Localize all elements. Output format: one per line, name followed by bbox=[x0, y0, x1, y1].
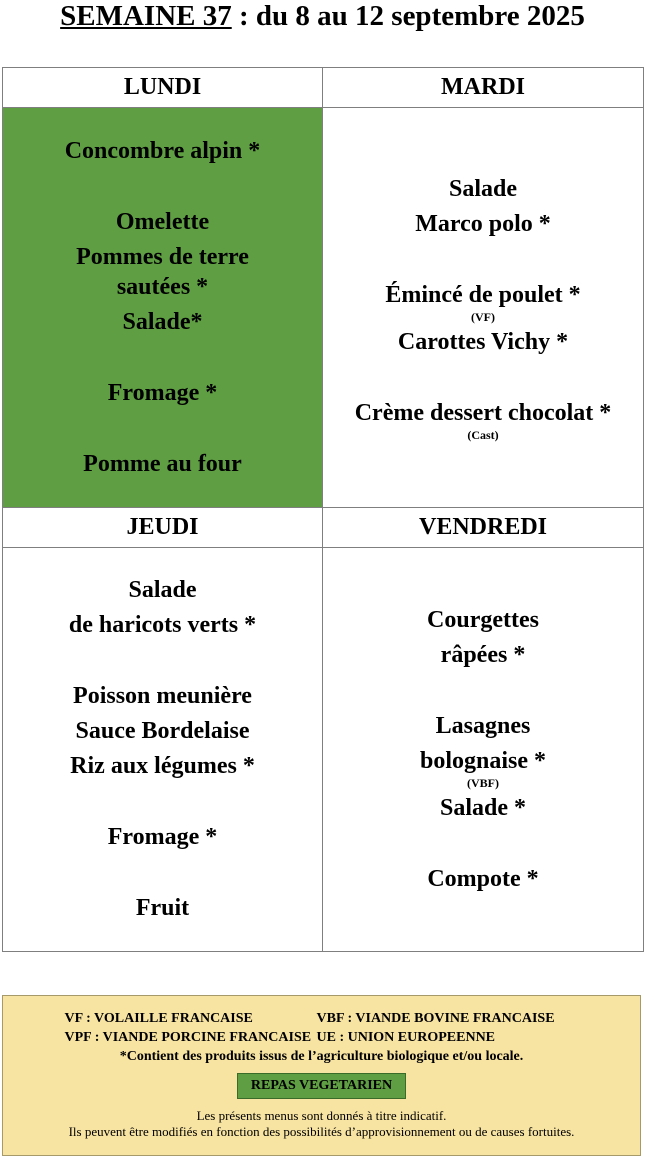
page-title bbox=[0, 0, 645, 32]
origin-label: (VF) bbox=[471, 310, 495, 324]
menu-item: Marco polo * bbox=[415, 211, 551, 237]
week-number: SEMAINE 37 bbox=[60, 0, 232, 32]
menu-item: Sauce Bordelaise bbox=[75, 718, 250, 744]
menu-item: Émincé de poulet * bbox=[385, 282, 581, 308]
menu-monday bbox=[3, 108, 323, 508]
menu-item: Poisson meunière bbox=[73, 683, 252, 709]
menu-item: râpées * bbox=[440, 641, 526, 668]
menu-thursday bbox=[3, 548, 323, 952]
legend-vf: VF : VOLAILLE FRANCAISE bbox=[64, 1011, 253, 1026]
menu-friday bbox=[323, 548, 644, 952]
menu-item: Lasagnes bbox=[435, 712, 531, 739]
menu-item: Salade * bbox=[439, 794, 526, 821]
menu-item: Salade bbox=[128, 577, 197, 603]
menu-item: Fruit bbox=[135, 895, 190, 921]
disclaimer-line-2: Ils peuvent être modifiés en fonction des possibilités d’approvisionnement ou de causes fortuites. bbox=[68, 1124, 575, 1139]
legend-row-2 bbox=[3, 1028, 640, 1047]
menu-item: Concombre alpin * bbox=[64, 137, 261, 164]
weekly-menu-table bbox=[2, 67, 644, 952]
legend-box bbox=[2, 995, 641, 1156]
origin-label: (Cast) bbox=[467, 428, 499, 442]
menu-item: Salade* bbox=[122, 308, 203, 335]
legend-row-1 bbox=[3, 1009, 640, 1028]
day-header-thursday: JEUDI bbox=[3, 508, 323, 548]
legend-ue: UE : UNION EUROPEENNE bbox=[316, 1030, 496, 1045]
week-dates: : du 8 au 12 septembre 2025 bbox=[231, 0, 585, 32]
day-header-tuesday: MARDI bbox=[323, 68, 644, 108]
menu-item: Fromage * bbox=[107, 379, 218, 406]
legend-vpf: VPF : VIANDE PORCINE FRANCAISE bbox=[64, 1030, 312, 1045]
menu-item: Courgettes bbox=[427, 606, 539, 633]
origin-label: (VBF) bbox=[467, 775, 499, 790]
legend-bio-note: *Contient des produits issus de l’agriculture biologique et/ou locale. bbox=[119, 1049, 524, 1064]
menu-tuesday bbox=[323, 108, 644, 508]
menu-item: Crème dessert chocolat * bbox=[354, 400, 612, 426]
menu-item: Salade bbox=[448, 176, 517, 202]
menu-item: bolognaise * bbox=[419, 747, 547, 774]
menu-item: Riz aux légumes * bbox=[70, 753, 255, 779]
disclaimer-line-1: Les présents menus sont donnés à titre indicatif. bbox=[196, 1108, 447, 1123]
day-header-friday: VENDREDI bbox=[323, 508, 644, 548]
menu-item: Fromage * bbox=[107, 824, 218, 850]
menu-item: Compote * bbox=[427, 865, 539, 892]
day-header-monday: LUNDI bbox=[3, 68, 323, 108]
menu-item: de haricots verts * bbox=[68, 612, 257, 638]
vegetarian-label: REPAS VEGETARIEN bbox=[237, 1073, 406, 1099]
menu-item: Pomme au four bbox=[83, 450, 242, 477]
legend-vbf: VBF : VIANDE BOVINE FRANCAISE bbox=[316, 1011, 555, 1026]
menu-item: Omelette bbox=[115, 208, 210, 235]
menu-item: Pommes de terre bbox=[76, 243, 249, 270]
menu-item: Carottes Vichy * bbox=[397, 329, 569, 355]
menu-item: sautées * bbox=[116, 273, 209, 300]
